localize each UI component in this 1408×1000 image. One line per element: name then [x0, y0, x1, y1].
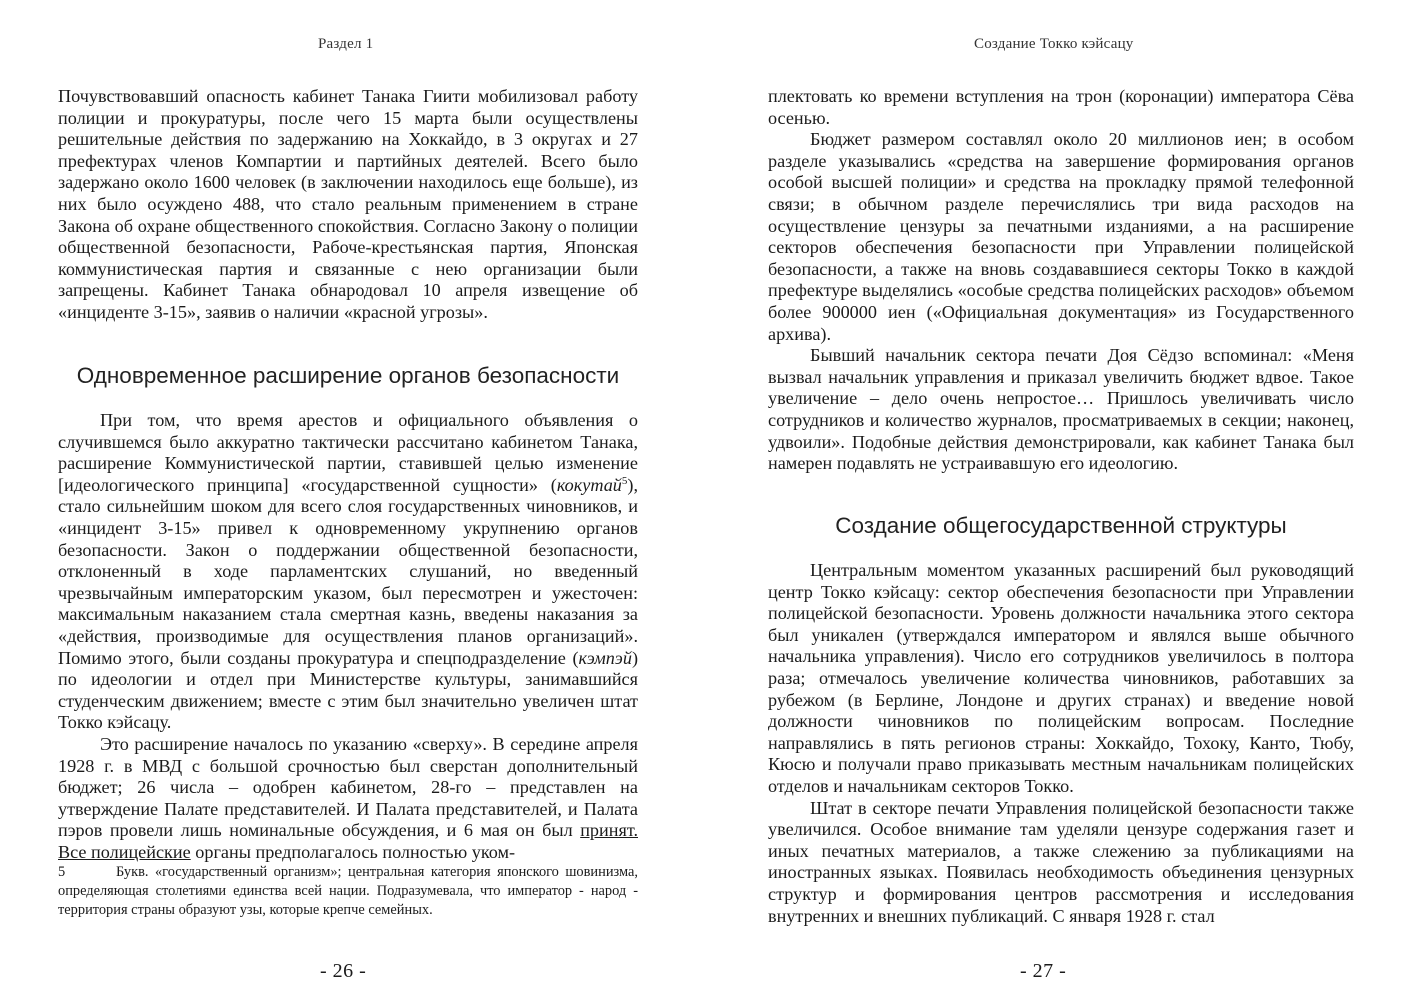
paragraph: Штат в секторе печати Управления полицейской безопасности также увеличился. Особое внимание там уделяли цензуре содержания газет и иных печатных материалов, а также слежению за публикациями на иностранных языках. Появилась необходимость объединения цензурных структур и формирования центров рассмотрения и исследования внутренних и внешних публикаций. С января 1928 г. стал	[768, 797, 1354, 926]
paragraph	[58, 410, 638, 734]
footnote-number: 5	[58, 864, 66, 881]
running-header: Раздел 1	[318, 36, 374, 52]
footnote-ref: 5	[621, 474, 628, 487]
term-kempei: кэмпэй	[578, 647, 632, 668]
paragraph: Бывший начальник сектора печати Доя Сёдзо вспоминал: «Меня вызвал начальник управления и приказал увеличить бюджет вдвое. Такое увеличение – дело очень непростое… Пришлось увеличивать число сотрудников и количество журналов, просматриваемых в секции; наконец, удвоили». Подобные действия демонстрировали, как кабинет Танака был намерен подавлять не устраивавшую его идеологию.	[768, 345, 1354, 474]
paragraph: Бюджет размером составлял около 20 миллионов иен; в особом разделе указывались «средства на завершение формирования органов особой высшей полиции» и средства на прокладку прямой телефонной связи; в обычном разделе перечислялись три вида расходов на осуществление цензуры за печатными изданиями, а на расширение секторов обеспечения безопасности при Управлении полицейской безопасности, а также на вновь создававшиеся секторы Токко в каждой префектуре выделялись «особые средства полицейских расходов» объемом более 900000 иен («Официальная документация» из Государственного архива).	[768, 129, 1354, 344]
text-block-upper	[768, 86, 1354, 475]
text-block-upper	[58, 86, 638, 324]
section-heading: Одновременное расширение органов безопасности	[76, 363, 620, 388]
text-run: Это расширение началось по указанию «сверху». В середине апреля 1928 г. в МВД с большой срочностью был сверстан дополнительный бюджет; 26 числа – одобрен кабинетом, 28-го – представлен на утверждение Палате представителей. И Палата представителей, и Палата пэров провели лишь номинальные обсуждения, и 6 мая он был	[58, 733, 638, 841]
paragraph: Почувствовавший опасность кабинет Танака Гиити мобилизовал работу полиции и прокуратуры, после чего 15 марта были осуществлены решительные действия по задержанию на Хоккайдо, в 3 округах и 27 префектурах членов Компартии и партийных деятелей. Всего было задержано около 1600 человек (в заключении находилось еще больше), из них было осуждено 488, что стало реальным применением в стране Закона об охране общественного спокойствия. Согласно Закону о полиции общественной безопасности, Рабоче-крестьянская партия, Японская коммунистическая партия и связанные с нею организации были запрещены. Кабинет Танака обнародовал 10 апреля извещение об «инциденте 3-15», заявив о наличии «красной угрозы».	[58, 86, 638, 322]
paragraph	[58, 734, 638, 864]
footnote-text: Букв. «государственный организм»; центральная категория японского шовинизма, определяющая столетиями единства всей нации. Подразумевала, что император - народ - территория страны образуют узы, которые крепче семейных.	[58, 864, 638, 919]
text-run: При том, что время арестов и официального объявления о случившемся было аккуратно тактически рассчитано кабинетом Танака, расширение Коммунистической партии, ставившей целью изменение [идеологического принципа] «государственной сущности» (	[58, 410, 638, 495]
page-number: - 27 -	[1020, 960, 1067, 982]
running-header: Создание Токко кэйсацу	[974, 36, 1134, 52]
text-block-lower	[58, 410, 638, 920]
paragraph: плектовать ко времени вступления на трон (коронации) императора Сёва осенью.	[768, 86, 1354, 128]
paragraph: Центральным моментом указанных расширений был руководящий центр Токко кэйсацу: сектор обеспечения безопасности при Управлении полицейской безопасности. Уровень должности начальника этого сектора был уникален (утверждался императором и являлся выше обычного начальника управления). Число его сотрудников увеличилось в полтора раза; отмечалось увеличение количества чиновников, работавших за рубежом (в Берлине, Лондоне и других странах) и введение новой должности чиновников по полицейским вопросам. Последние направлялись в пять регионов страны: Хоккайдо, Тохоку, Канто, Тюбу, Кюсю и получали право приказывать местным начальникам полицейских отделов и начальникам секторов Токко.	[768, 560, 1354, 796]
underlined-text: принят. Все полицейские	[58, 820, 638, 862]
text-run: ), стало сильнейшим шоком для всего слоя государственных чиновников, и «инцидент 3-15» привел к одновременному укрупнению органов безопасности. Закон о поддержании общественной безопасности, отклоненный в ходе парламентских слушаний, но введенный чрезвычайным императорским указом, был пересмотрен и ужесточен: максимальным наказанием стала смертная казнь, введены наказания за «действия, производимые для осуществления планов организаций». Помимо этого, были созданы прокуратура и спецподразделение (	[58, 474, 638, 668]
text-run: ) по идеологии и отдел при Министерстве культуры, занимавшийся студенческим движением; вместе с этим был значительно увеличен штат Токко кэйсацу.	[58, 647, 638, 733]
page-number: - 26 -	[320, 960, 367, 982]
right-page	[704, 0, 1408, 1000]
term-kokutai: кокутай	[556, 474, 622, 495]
footnote	[58, 863, 638, 920]
text-block-lower	[768, 560, 1354, 927]
section-heading: Создание общегосударственной структуры	[835, 513, 1287, 538]
text-run: органы предполагалось полностью уком-	[190, 841, 516, 862]
